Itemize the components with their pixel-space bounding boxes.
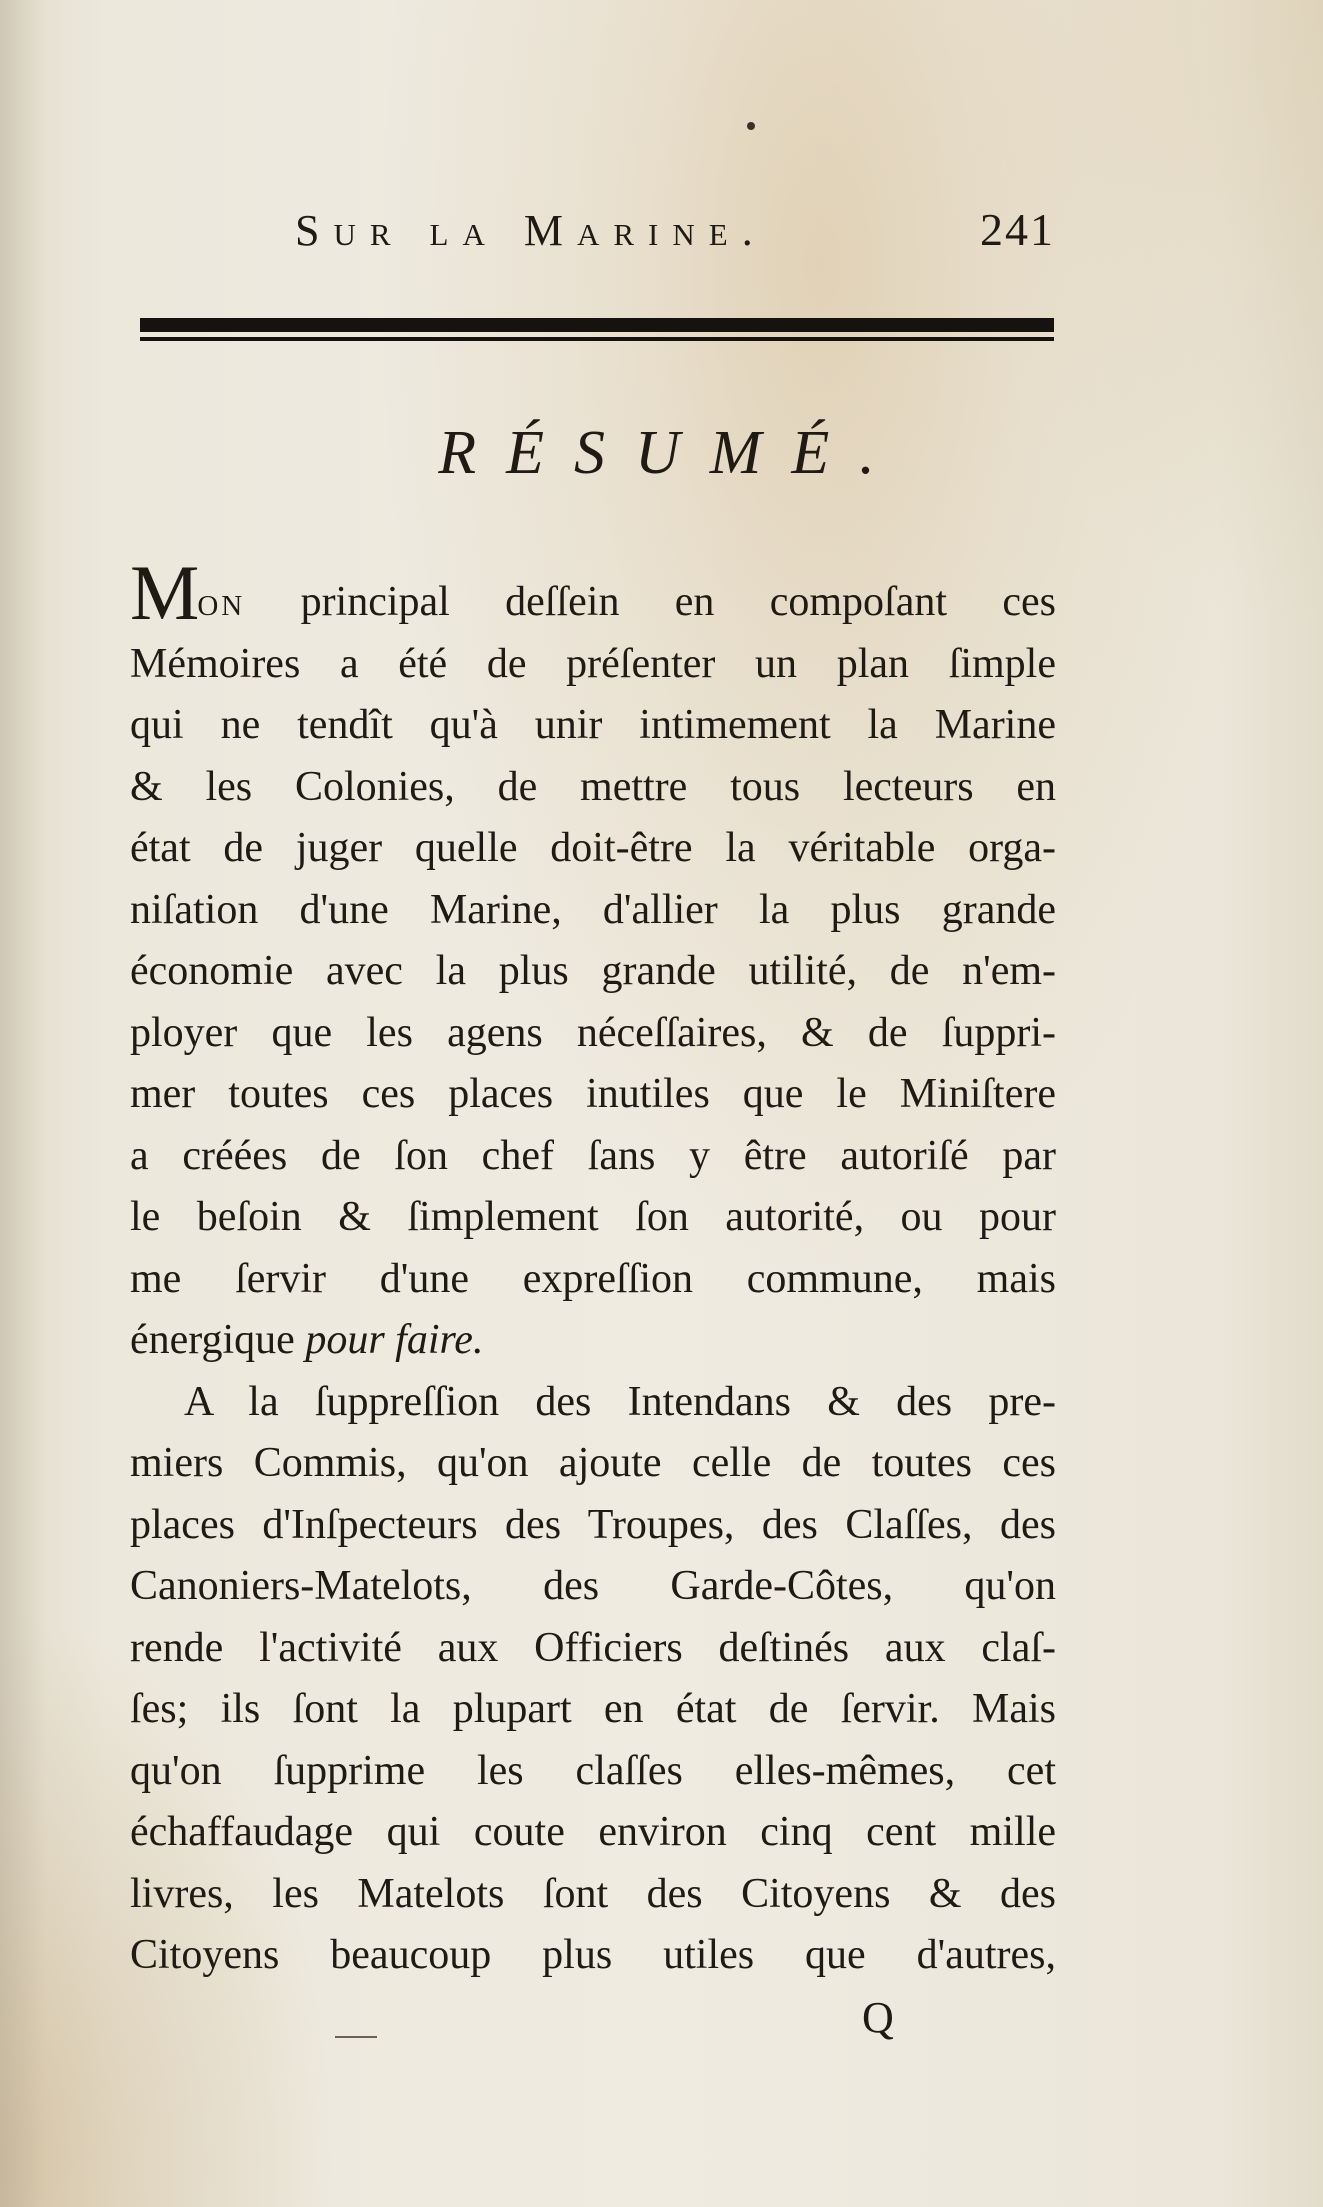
text-line: économie avec la plus grande utilité, de n'em- [130,948,1056,994]
ink-speck [747,122,755,130]
text-line [130,549,1056,636]
text-line: niſation d'une Marine, d'allier la plus grande [130,886,1056,933]
text-line: miers Commis, qu'on ajoute celle de toutes ces [130,1440,1056,1486]
header-rule-thin [140,337,1054,341]
text-line: places d'Inſpecteurs des Troupes, des Claſſes, des [130,1501,1056,1548]
text-line: ployer que les agens néceſſaires, & de ſuppri- [130,1009,1056,1056]
text-line: & les Colonies, de mettre tous lecteurs en [130,763,1056,810]
text-line: échaffaudage qui coute environ cinq cent mille [130,1809,1056,1855]
text-line: rende l'activité aux Officiers deſtinés aux claſ- [130,1624,1056,1671]
text-line: livres, les Matelots ſont des Citoyens & des [130,1870,1056,1917]
text-line: a créées de ſon chef ſans y être autoriſé par [130,1132,1056,1179]
text-line: Canoniers-Matelots, des Garde-Côtes, qu'on [130,1563,1056,1609]
header-rule-thick [140,318,1054,332]
text-line: le beſoin & ſimplement ſon autorité, ou pour [130,1194,1056,1240]
text-line: Citoyens beaucoup plus utiles que d'autres, [130,1932,1056,1978]
running-head: Sur la Marine. [295,206,767,255]
text-line: état de juger quelle doit-être la véritable orga- [130,825,1056,871]
line-text: énergique [130,1317,306,1363]
line-text: principal deſſein en compoſant ces [245,579,1056,625]
text-line: A la ſuppreſſion des Intendans & des pre- [184,1378,1056,1425]
text-line: ſes; ils ſont la plupart en état de ſervir. Mais [130,1686,1056,1732]
catchword: Q [862,1993,894,2042]
lead-small-caps: on [197,579,246,625]
page-number: 241 [980,204,1055,255]
text-line: qu'on ſupprime les claſſes elles-mêmes, cet [130,1747,1056,1794]
page-gutter-shadow [0,0,46,2207]
text-line [130,1310,1056,1372]
text-line: qui ne tendît qu'à unir intimement la Marine [130,702,1056,748]
text-line: Mémoires a été de préſenter un plan ſimple [130,640,1056,687]
text-line: mer toutes ces places inutiles que le Miniſtere [130,1071,1056,1117]
text-line: me ſervir d'une expreſſion commune, mais [130,1255,1056,1302]
drop-cap: M [130,549,198,636]
italic-phrase: pour faire. [305,1317,484,1363]
section-title: RÉSUMÉ. [438,419,905,487]
body-text [130,549,1056,1987]
footer-dash [335,2036,377,2038]
